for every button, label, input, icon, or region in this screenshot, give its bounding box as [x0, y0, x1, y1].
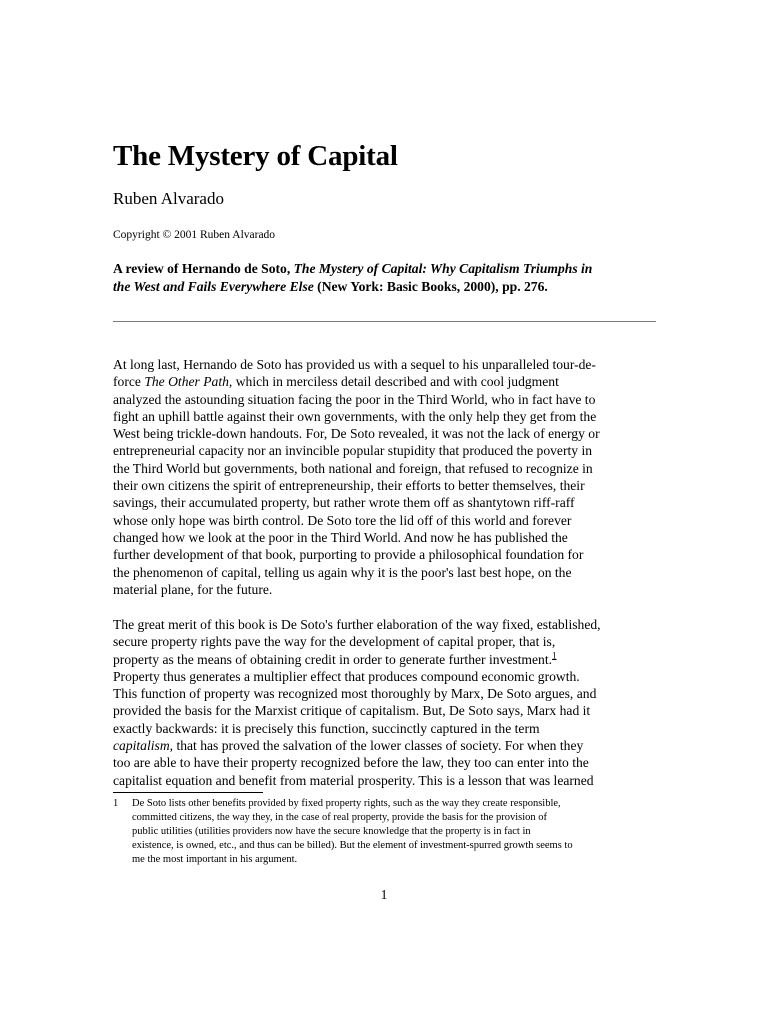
paragraph-line: provided the basis for the Marxist critique of capitalism. But, De Soto says, Marx had it	[113, 703, 591, 719]
review-citation	[113, 260, 658, 296]
paragraph-1	[113, 356, 658, 598]
footnote-line: existence, is owned, etc., and thus can be billed). But the element of investment-spurred growth seems to	[132, 840, 573, 851]
paragraph-line: This function of property was recognized most thoroughly by Marx, De Soto argues, and	[113, 686, 597, 702]
paragraph-line	[113, 373, 658, 390]
paragraph-line: savings, their accumulated property, but rather wrote them off as shantytown riff-raff	[113, 495, 575, 511]
footnote-line: De Soto lists other benefits provided by fixed property rights, such as the way they create responsible,	[132, 798, 561, 809]
paragraph-line: fight an uphill battle against their own governments, with the only help they get from the	[113, 408, 597, 424]
italic-book-title: The Other Path,	[144, 374, 233, 390]
paragraph-line: exactly backwards: it is precisely this function, succinctly captured in the term	[113, 720, 540, 736]
paragraph-line: At long last, Hernando de Soto has provided us with a sequel to his unparalleled tour-de-	[113, 357, 596, 372]
paragraph-line: analyzed the astounding situation facing the poor in the Third World, who in fact have to	[113, 391, 596, 407]
paragraph-line	[113, 651, 658, 668]
text-run: which in merciless detail described and with cool judgment	[232, 374, 559, 390]
book-title-part1: The Mystery of Capital: Why Capitalism Triumphs in	[293, 261, 593, 276]
author-name: Ruben Alvarado	[113, 189, 224, 208]
text-run: force	[113, 374, 145, 390]
document-title: The Mystery of Capital	[113, 140, 398, 172]
copyright-notice: Copyright © 2001 Ruben Alvarado	[113, 229, 276, 241]
footnote-line: committed citizens, the way they, in the case of real property, provide the basis for the provision of	[132, 812, 548, 823]
footnote-line: me the most important in his argument.	[132, 854, 298, 865]
paragraph-line: The great merit of this book is De Soto's further elaboration of the way fixed, established,	[113, 617, 601, 632]
section-divider	[113, 321, 656, 322]
paragraph-line: too are able to have their property recognized before the law, they too can enter into the	[113, 755, 589, 771]
review-suffix: (New York: Basic Books, 2000), pp. 276.	[313, 279, 548, 294]
footnote-reference-link[interactable]: 1	[552, 650, 557, 661]
footnote	[113, 797, 658, 867]
paragraph-line: entrepreneurial capacity nor an invincible popular stupidity that produced the poverty in	[113, 443, 593, 459]
paragraph-line: further development of that book, purporting to provide a philosophical foundation for	[113, 547, 584, 563]
paragraph-line: changed how we look at the poor in the Third World. And now he has published the	[113, 529, 568, 545]
paragraph-line: whose only hope was birth control. De Soto tore the lid off of this world and forever	[113, 512, 572, 528]
text-run: that has proved the salvation of the lower classes of society. For when they	[173, 738, 584, 754]
paragraph-line: secure property rights pave the way for the development of capital proper, that is,	[113, 634, 556, 650]
footnote-number: 1	[113, 798, 119, 809]
footnote-divider	[113, 792, 263, 793]
paragraph-line: capitalist equation and benefit from material prosperity. This is a lesson that was learned	[113, 772, 594, 788]
text-run: property as the means of obtaining credit in order to generate further investment.	[113, 651, 553, 667]
paragraph-line: material plane, for the future.	[113, 581, 273, 597]
paragraph-line: the Third World but governments, both national and foreign, that refused to recognize in	[113, 460, 593, 476]
book-title-part2: the West and Fails Everywhere Else	[113, 279, 314, 294]
review-prefix: A review of Hernando de Soto,	[113, 261, 294, 276]
paragraph-line: the phenomenon of capital, telling us again why it is the poor's last best hope, on the	[113, 564, 572, 580]
italic-term: capitalism,	[113, 738, 174, 754]
paragraph-line: Property thus generates a multiplier effect that produces compound economic growth.	[113, 668, 580, 684]
page-number: 1	[380, 887, 388, 902]
paragraph-2	[113, 616, 658, 789]
paragraph-line	[113, 737, 658, 754]
paragraph-line: West being trickle-down handouts. For, De Soto revealed, it was not the lack of energy or	[113, 426, 600, 442]
footnote-line: public utilities (utilities providers now have the secure knowledge that the property is in fact in	[132, 826, 531, 837]
paragraph-line: their own citizens the spirit of entrepreneurship, their efforts to better themselves, their	[113, 478, 585, 494]
